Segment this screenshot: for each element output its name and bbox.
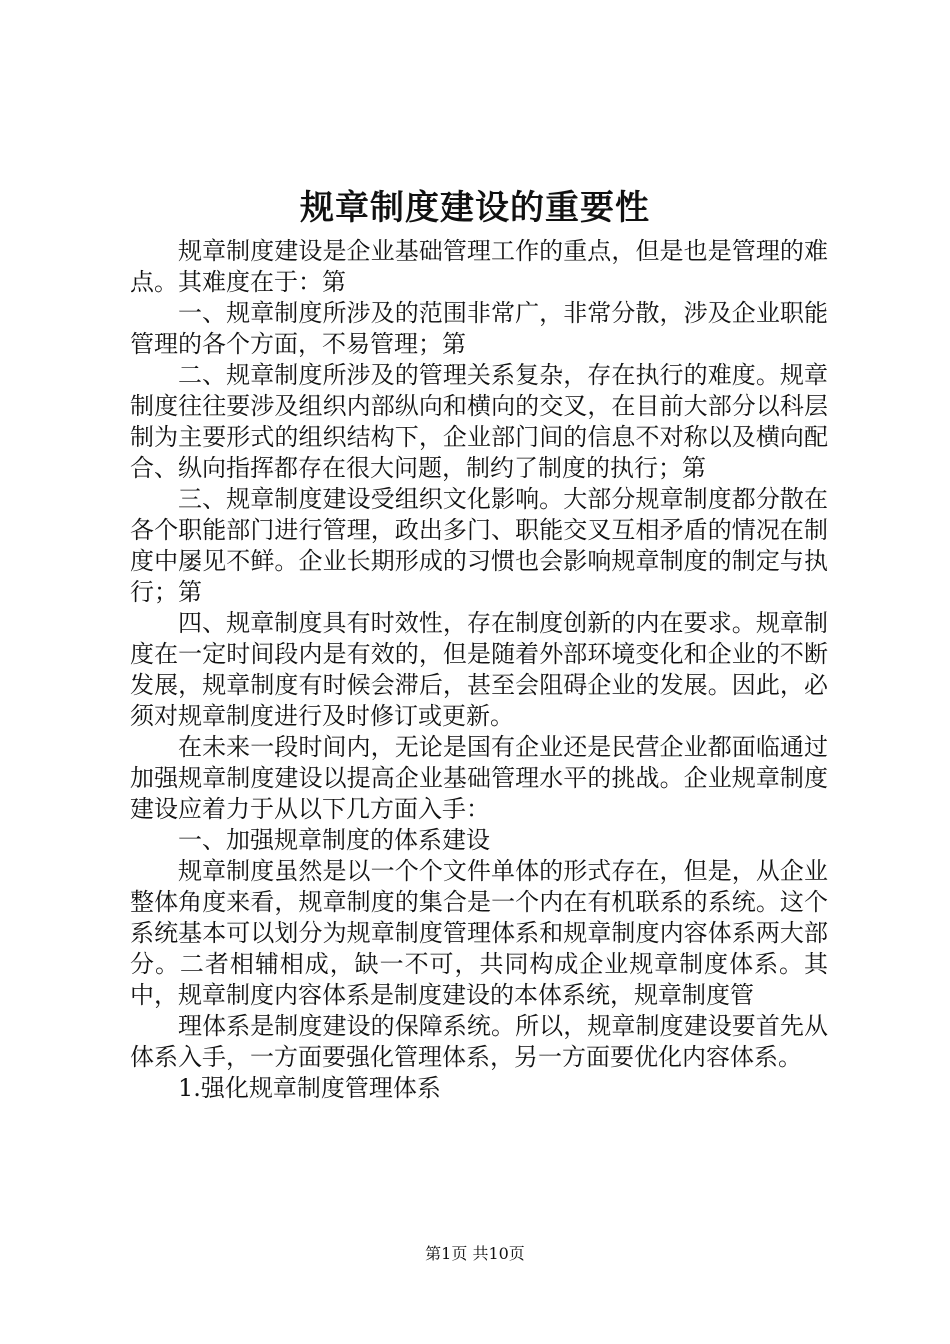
subsection-heading: 1.强化规章制度管理体系 (178, 1074, 441, 1102)
document-body (130, 236, 828, 1104)
document-title: 规章制度建设的重要性 (300, 188, 650, 228)
paragraph: 理体系是制度建设的保障系统。所以，规章制度建设要首先从体系入手，一方面要强化管理体系，另一方面要优化内容体系。 (130, 1012, 828, 1071)
section-heading: 一、加强规章制度的体系建设 (178, 826, 490, 854)
page-number-footer: 第1页 共10页 (425, 1244, 525, 1263)
paragraph: 在未来一段时间内，无论是国有企业还是民营企业都面临通过加强规章制度建设以提高企业基础管理水平的挑战。企业规章制度建设应着力于从以下几方面入手： (130, 733, 828, 823)
paragraph: 一、规章制度所涉及的范围非常广，非常分散，涉及企业职能管理的各个方面，不易管理；第 (130, 299, 828, 358)
paragraph: 四、规章制度具有时效性，存在制度创新的内在要求。规章制度在一定时间段内是有效的，但是随着外部环境变化和企业的不断发展，规章制度有时候会滞后，甚至会阻碍企业的发展。因此，必须对规章制度进行及时修订或更新。 (130, 609, 828, 730)
paragraph: 三、规章制度建设受组织文化影响。大部分规章制度都分散在各个职能部门进行管理，政出多门、职能交叉互相矛盾的情况在制度中屡见不鲜。企业长期形成的习惯也会影响规章制度的制定与执行；第 (130, 485, 828, 606)
paragraph: 规章制度建设是企业基础管理工作的重点，但是也是管理的难点。其难度在于：第 (130, 237, 828, 296)
paragraph: 规章制度虽然是以一个个文件单体的形式存在，但是，从企业整体角度来看，规章制度的集合是一个内在有机联系的系统。这个系统基本可以划分为规章制度管理体系和规章制度内容体系两大部分。二者相辅相成，缺一不可，共同构成企业规章制度体系。其中，规章制度内容体系是制度建设的本体系统，规章制度管 (130, 857, 828, 1009)
paragraph: 二、规章制度所涉及的管理关系复杂，存在执行的难度。规章制度往往要涉及组织内部纵向和横向的交叉，在目前大部分以科层制为主要形式的组织结构下，企业部门间的信息不对称以及横向配合、纵向指挥都存在很大问题，制约了制度的执行；第 (130, 361, 828, 482)
